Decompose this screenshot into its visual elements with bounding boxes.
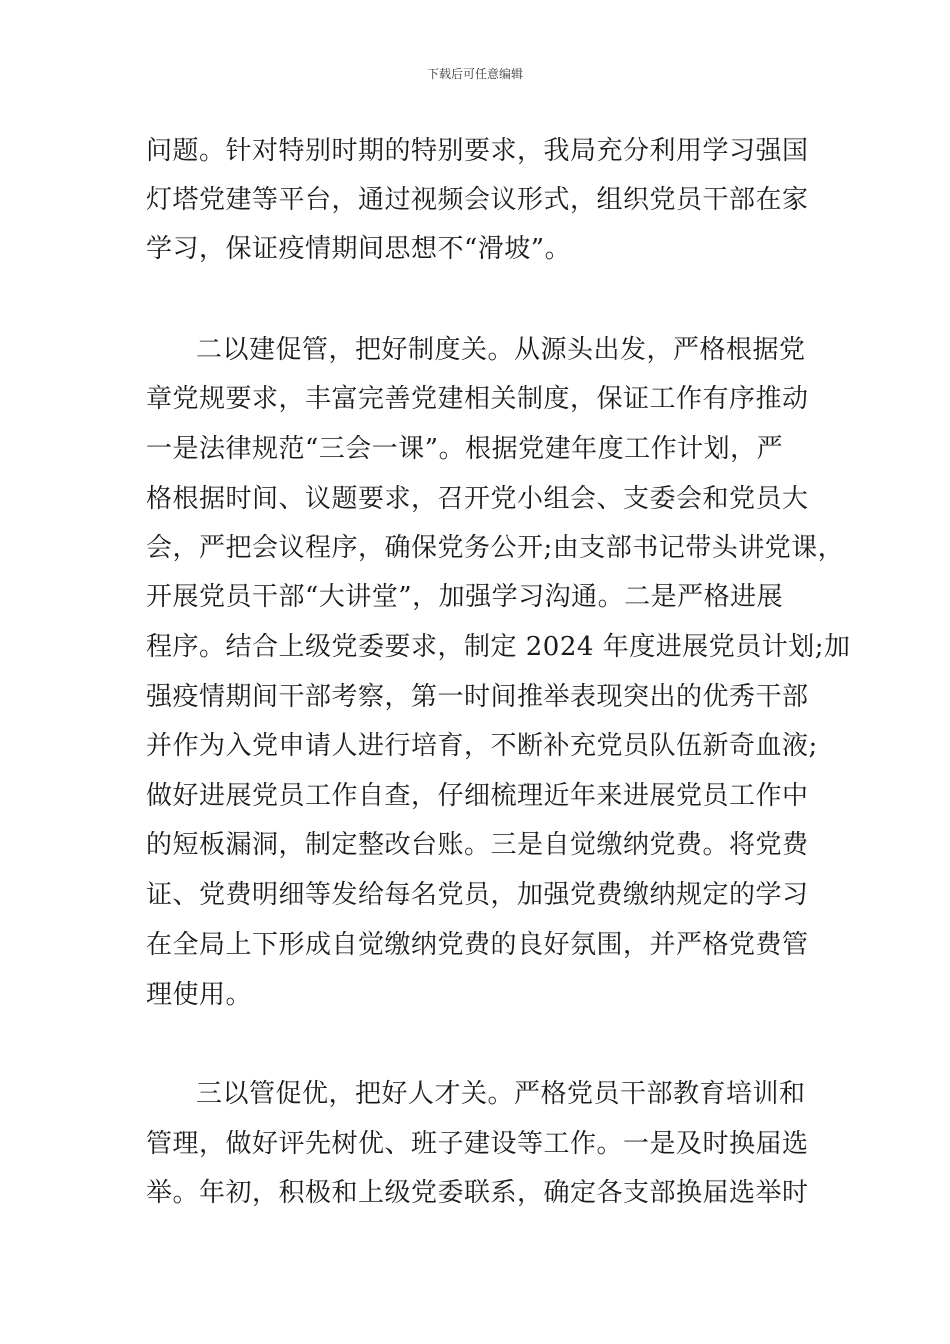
paragraph-1-line-1: 问题。针对特别时期的特别要求，我局充分利用学习强国: [146, 136, 809, 166]
paragraph-3-line-2: 管理，做好评先树优、班子建设等工作。一是及时换届选: [146, 1129, 809, 1159]
paragraph-2-line-11: 的短板漏洞，制定整改台账。三是自觉缴纳党费。将党费: [146, 830, 809, 860]
paragraph-2-line-6: 开展党员干部“大讲堂”，加强学习沟通。二是严格进展: [146, 582, 784, 612]
paragraph-2-line-5: 会，严把会议程序，确保党务公开;由支部书记带头讲党课，: [146, 533, 845, 563]
paragraph-2-line-2: 章党规要求，丰富完善党建相关制度，保证工作有序推动: [146, 384, 809, 414]
paragraph-3-line-3: 举。年初，积极和上级党委联系，确定各支部换届选举时: [146, 1178, 809, 1208]
paragraph-2-line-7: 程序。结合上级党委要求，制定 2024 年度进展党员计划;加: [146, 632, 851, 662]
paragraph-2-line-1: 二以建促管，把好制度关。从源头出发，严格根据党: [196, 335, 806, 365]
paragraph-2-line-10: 做好进展党员工作自查，仔细梳理近年来进展党员工作中: [146, 781, 809, 811]
paragraph-3-line-1: 三以管促优，把好人才关。严格党员干部教育培训和: [196, 1079, 806, 1109]
paragraph-2-line-14: 理使用。: [146, 980, 253, 1010]
paragraph-2-line-8: 强疫情期间干部考察，第一时间推举表现突出的优秀干部: [146, 682, 809, 712]
paragraph-2-line-4: 格根据时间、议题要求，召开党小组会、支委会和党员大: [146, 484, 809, 514]
paragraph-1-line-2: 灯塔党建等平台，通过视频会议形式，组织党员干部在家: [146, 185, 809, 215]
paragraph-2-line-9: 并作为入党申请人进行培育，不断补充党员队伍新奇血液;: [146, 731, 818, 761]
paragraph-2-line-13: 在全局上下形成自觉缴纳党费的良好氛围，并严格党费管: [146, 930, 809, 960]
paragraph-2-line-12: 证、党费明细等发给每名党员，加强党费缴纳规定的学习: [146, 880, 809, 910]
page-header: 下载后可任意编辑: [426, 67, 523, 81]
paragraph-1-line-3: 学习，保证疫情期间思想不“滑坡”。: [146, 234, 572, 264]
paragraph-2-line-3: 一是法律规范“三会一课”。根据党建年度工作计划，严: [146, 434, 784, 464]
